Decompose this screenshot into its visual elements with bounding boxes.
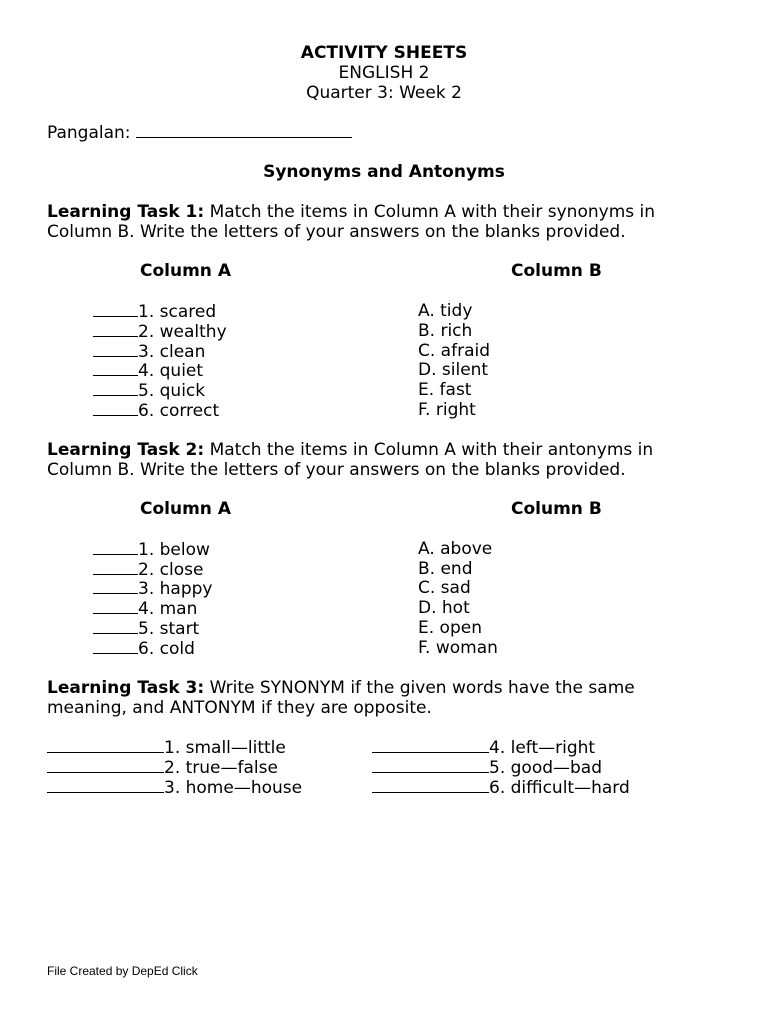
task1-list-item: 3. clean — [93, 341, 205, 362]
task1-choice: A. tidy — [418, 301, 473, 321]
answer-blank[interactable] — [93, 341, 138, 357]
answer-blank[interactable] — [93, 598, 138, 614]
sheet-title: ACTIVITY SHEETS — [300, 43, 468, 63]
footer-credit: File Created by DepEd Click — [47, 964, 198, 978]
answer-blank[interactable] — [47, 777, 164, 793]
task3-item: 2. true—false — [47, 757, 278, 778]
task2-instruction-line1: Match the items in Column A with their antonyms in — [209, 440, 654, 460]
name-label: Pangalan: — [47, 123, 131, 143]
task1-column-a-header: Column A — [140, 261, 231, 281]
task3-instruction-line1: Write SYNONYM if the given words have the same — [209, 678, 635, 698]
task3-instruction — [47, 678, 737, 718]
task3-item: 5. good—bad — [372, 757, 602, 778]
answer-blank[interactable] — [93, 539, 138, 555]
task2-choice: F. woman — [418, 638, 498, 658]
task3-item: 1. small—little — [47, 737, 286, 758]
answer-blank[interactable] — [93, 301, 138, 317]
task1-label: Learning Task 1: — [47, 202, 205, 222]
task1-list-item: 5. quick — [93, 380, 205, 401]
answer-blank[interactable] — [93, 321, 138, 337]
answer-blank[interactable] — [47, 757, 164, 773]
task3-instruction-line2: meaning, and ANTONYM if they are opposite. — [47, 698, 432, 718]
task1-list-item: 1. scared — [93, 301, 216, 322]
task1-instruction-line2: Column B. Write the letters of your answers on the blanks provided. — [47, 222, 626, 242]
answer-blank[interactable] — [93, 360, 138, 376]
answer-blank[interactable] — [93, 578, 138, 594]
task1-choice: F. right — [418, 400, 476, 420]
task2-list-item: 2. close — [93, 559, 203, 580]
answer-blank[interactable] — [93, 559, 138, 575]
task1-choice: E. fast — [418, 380, 472, 400]
task3-item: 4. left—right — [372, 737, 595, 758]
answer-blank[interactable] — [372, 757, 489, 773]
task2-column-b-header: Column B — [511, 499, 602, 519]
answer-blank[interactable] — [47, 737, 164, 753]
task2-column-a-header: Column A — [140, 499, 231, 519]
task1-list-item: 6. correct — [93, 400, 219, 421]
answer-blank[interactable] — [93, 618, 138, 634]
task2-choice: B. end — [418, 559, 473, 579]
quarter-week: Quarter 3: Week 2 — [306, 83, 462, 103]
task1-instruction-line1: Match the items in Column A with their synonyms in — [209, 202, 656, 222]
answer-blank[interactable] — [93, 638, 138, 654]
task2-list-item: 5. start — [93, 618, 199, 639]
task2-choice: C. sad — [418, 578, 471, 598]
task1-list-item: 4. quiet — [93, 360, 203, 381]
task2-instruction-line2: Column B. Write the letters of your answers on the blanks provided. — [47, 460, 626, 480]
task2-choice: E. open — [418, 618, 482, 638]
task3-label: Learning Task 3: — [47, 678, 205, 698]
answer-blank[interactable] — [372, 737, 489, 753]
task1-instruction — [47, 202, 737, 242]
task1-list-item: 2. wealthy — [93, 321, 227, 342]
task3-item: 6. difficult—hard — [372, 777, 630, 798]
name-blank[interactable] — [136, 122, 352, 138]
task1-choice: D. silent — [418, 360, 489, 380]
name-field — [47, 122, 352, 143]
task3-item: 3. home—house — [47, 777, 302, 798]
task1-column-b-header: Column B — [511, 261, 602, 281]
task2-list-item: 4. man — [93, 598, 197, 619]
answer-blank[interactable] — [93, 400, 138, 416]
answer-blank[interactable] — [93, 380, 138, 396]
task2-label: Learning Task 2: — [47, 440, 205, 460]
task2-choice: D. hot — [418, 598, 470, 618]
answer-blank[interactable] — [372, 777, 489, 793]
task2-list-item: 6. cold — [93, 638, 195, 659]
task2-list-item: 3. happy — [93, 578, 212, 599]
task2-instruction — [47, 440, 737, 480]
task1-choice: C. afraid — [418, 341, 491, 361]
section-title: Synonyms and Antonyms — [263, 162, 505, 182]
task2-list-item: 1. below — [93, 539, 210, 560]
subject-title: ENGLISH 2 — [338, 63, 430, 83]
task1-choice: B. rich — [418, 321, 473, 341]
task2-choice: A. above — [418, 539, 493, 559]
